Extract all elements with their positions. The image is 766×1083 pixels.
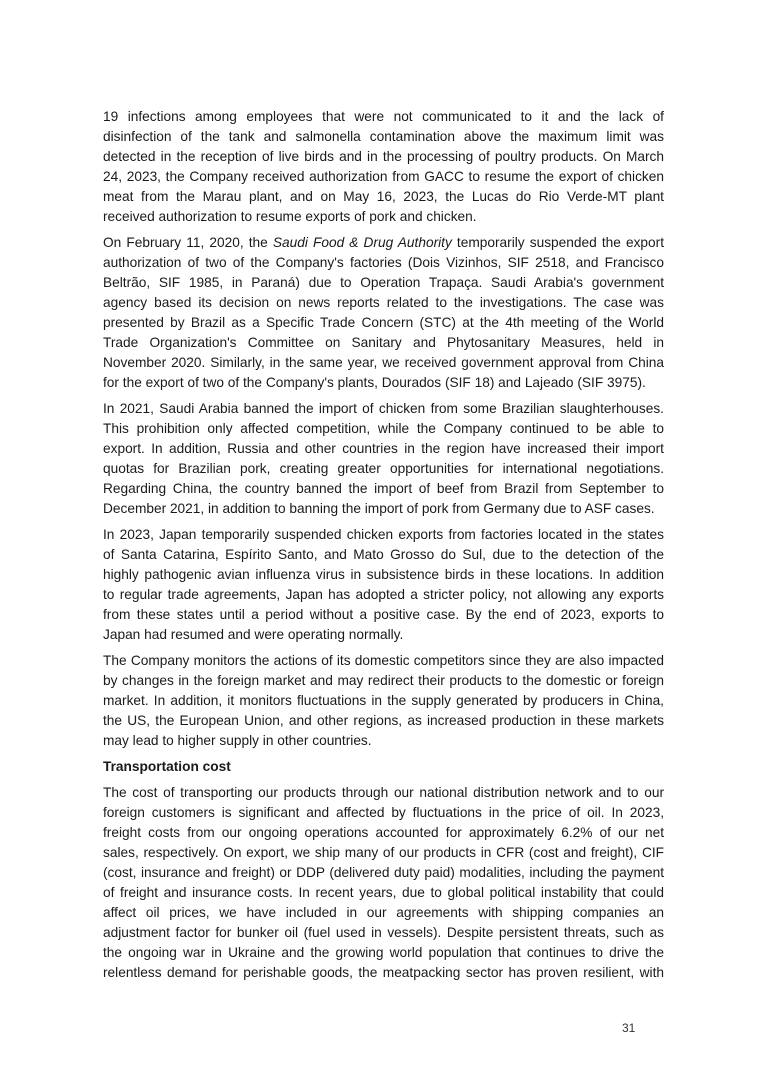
text-line: December 2021, in addition to banning the import of pork from Germany due to ASF cases.: [103, 501, 655, 516]
text-line: freight costs from our ongoing operations accounted for approximately 6.2% of our net: [103, 825, 664, 840]
text-line: disinfection of the tank and salmonella contamination above the maximum limit was: [103, 129, 664, 144]
text-line: the ongoing war in Ukraine and the growing world population that continues to drive the: [103, 945, 664, 960]
paragraph: [103, 525, 664, 645]
section-heading: Transportation cost: [103, 759, 231, 774]
text-line: meat from the Marau plant, and on May 16, 2023, the Lucas do Rio Verde-MT plant: [103, 189, 664, 204]
paragraph: [103, 233, 664, 393]
paragraph: [103, 399, 664, 519]
text-line: of Santa Catarina, Espírito Santo, and Mato Grosso do Sul, due to the detection of the: [103, 547, 664, 562]
text-line: may lead to higher supply in other countries.: [103, 733, 372, 748]
text-line: This prohibition only affected competition, while the Company continued to be able to: [103, 421, 664, 436]
text-line: Japan had resumed and were operating normally.: [103, 627, 404, 642]
text-line: by changes in the foreign market and may redirect their products to the domestic or foreign: [103, 673, 664, 688]
text-line: detected in the reception of live birds and in the processing of poultry products. On March: [103, 149, 664, 164]
text-line: adjustment factor for bunker oil (fuel used in vessels). Despite persistent threats, such as: [103, 925, 664, 940]
text-line: of freight and insurance costs. In recent years, due to global political instability that could: [103, 885, 664, 900]
text-line: quotas for Brazilian pork, creating greater opportunities for international negotiations.: [103, 461, 664, 476]
text-line: Beltrão, SIF 1985, in Paraná) due to Operation Trapaça. Saudi Arabia's government: [103, 275, 664, 290]
text-line: authorization of two of the Company's factories (Dois Vizinhos, SIF 2518, and Francisco: [103, 255, 664, 270]
text-line: In 2023, Japan temporarily suspended chicken exports from factories located in the states: [103, 527, 664, 542]
text-line: Trade Organization's Committee on Sanitary and Phytosanitary Measures, held in: [103, 335, 664, 350]
text-line: Regarding China, the country banned the import of beef from Brazil from September to: [103, 481, 664, 496]
page-number: 31: [622, 1021, 636, 1035]
agency-name: Saudi Food & Drug Authority: [272, 235, 452, 250]
text-line: received authorization to resume exports of pork and chicken.: [103, 209, 477, 224]
text-line: affect oil prices, we have included in our agreements with shipping companies an: [103, 905, 664, 920]
text-line: market. In addition, it monitors fluctuations in the supply generated by producers in China,: [103, 693, 664, 708]
text-line: foreign customers is significant and affected by fluctuations in the price of oil. In 2023,: [103, 805, 664, 820]
text-line: The Company monitors the actions of its domestic competitors since they are also impacted: [103, 653, 664, 668]
text-line: export. In addition, Russia and other countries in the region have increased their import: [103, 441, 664, 456]
text-line: to regular trade agreements, Japan has adopted a stricter policy, not allowing any exports: [103, 587, 664, 602]
paragraph: [103, 651, 664, 751]
text-line: 19 infections among employees that were not communicated to it and the lack of: [103, 109, 664, 124]
text-line: (cost, insurance and freight) or DDP (delivered duty paid) modalities, including the payment: [103, 865, 664, 880]
text-line: the US, the European Union, and other regions, as increased production in these markets: [103, 713, 664, 728]
text-line: from these states until a period without a positive case. By the end of 2023, exports to: [103, 607, 664, 622]
text-line: [103, 233, 664, 253]
text-line: November 2020. Similarly, in the same year, we received government approval from China: [103, 355, 664, 370]
text-line: sales, respectively. On export, we ship many of our products in CFR (cost and freight), CIF: [103, 845, 664, 860]
text-segment: On February 11, 2020, the: [103, 235, 273, 250]
document-body: [103, 107, 664, 989]
text-line: relentless demand for perishable goods, the meatpacking sector has proven resilient, with: [103, 965, 664, 980]
text-line: agency based its decision on news reports related to the investigations. The case was: [103, 295, 664, 310]
paragraph: [103, 783, 664, 983]
paragraph: [103, 107, 664, 227]
text-line: 24, 2023, the Company received authorization from GACC to resume the export of chicken: [103, 169, 664, 184]
text-line: highly pathogenic avian influenza virus in subsistence birds in these locations. In addition: [103, 567, 664, 582]
text-segment: temporarily suspended the export: [451, 235, 664, 250]
text-line: The cost of transporting our products through our national distribution network and to our: [103, 785, 664, 800]
text-line: for the export of two of the Company's plants, Dourados (SIF 18) and Lajeado (SIF 3975).: [103, 375, 646, 390]
text-line: In 2021, Saudi Arabia banned the import of chicken from some Brazilian slaughterhouses.: [103, 401, 664, 416]
text-line: presented by Brazil as a Specific Trade Concern (STC) at the 4th meeting of the World: [103, 315, 664, 330]
